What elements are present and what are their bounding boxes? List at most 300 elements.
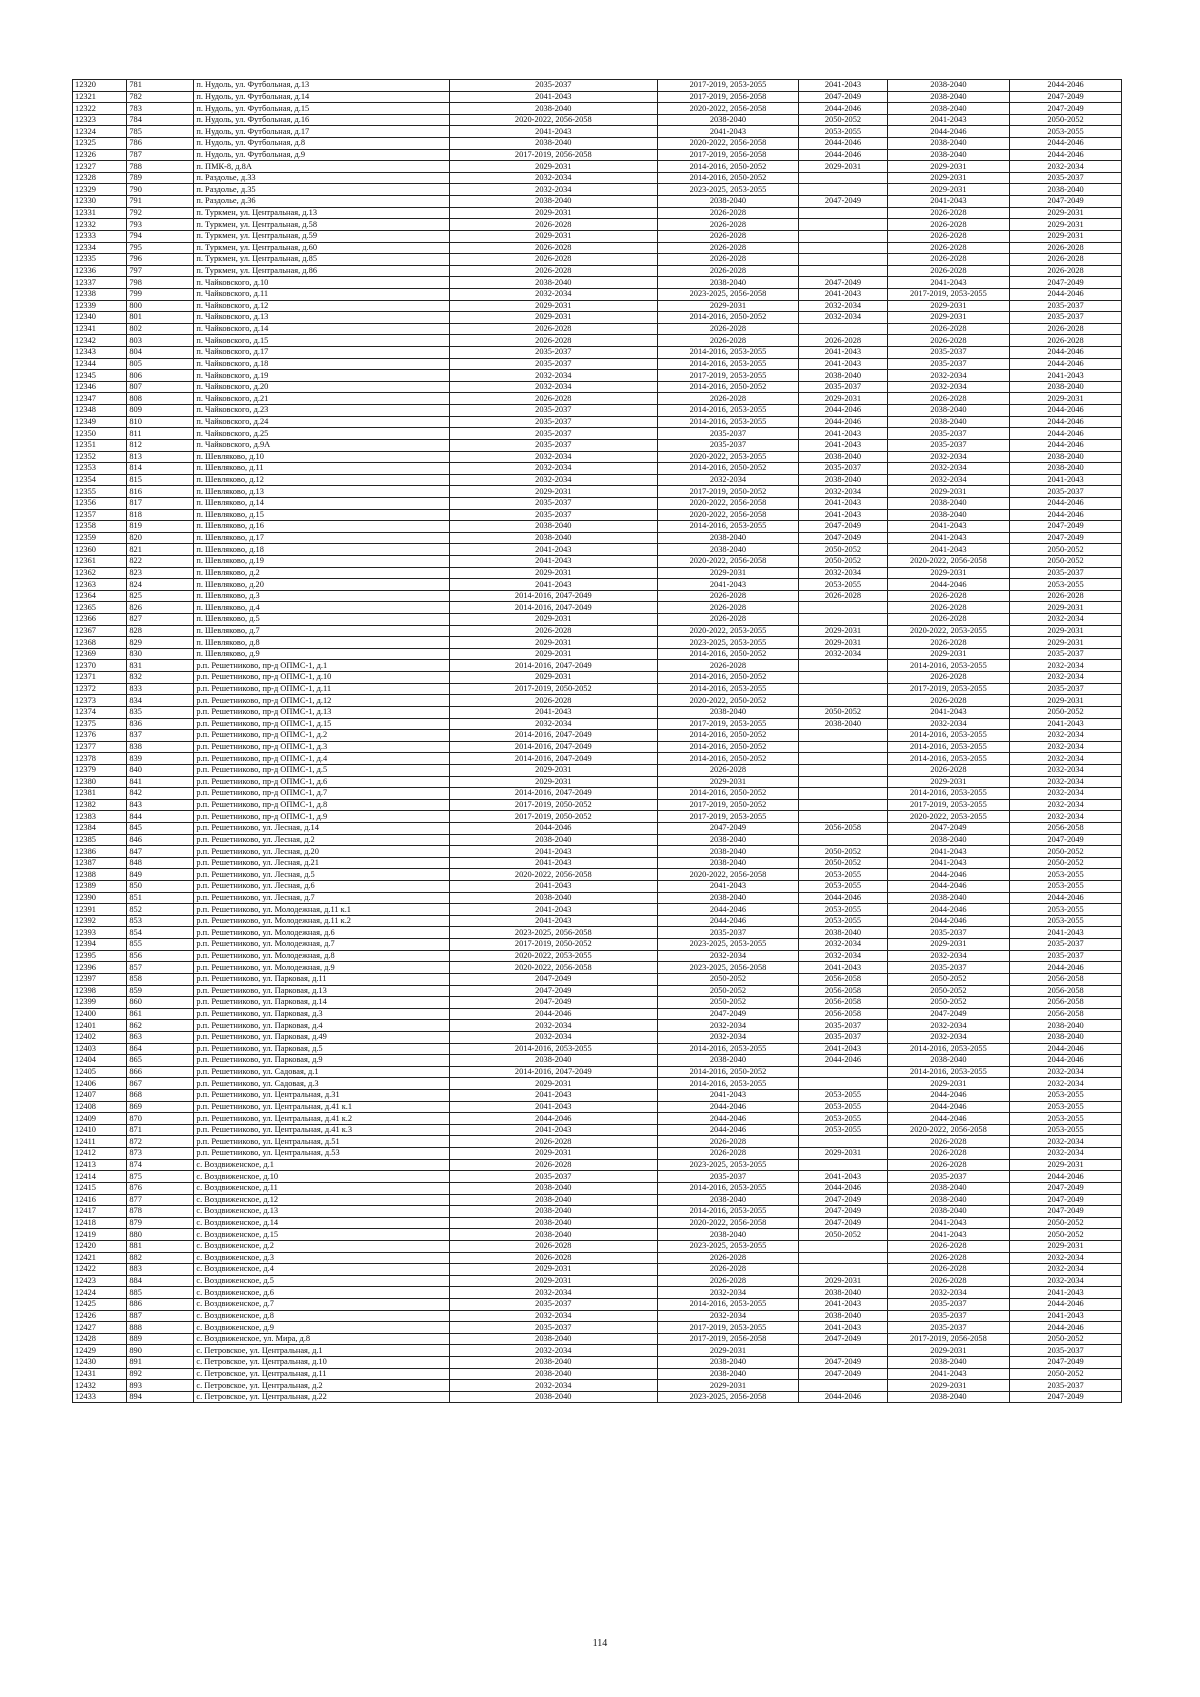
table-cell: п. Чайковского, д.11 (194, 288, 450, 300)
table-cell (799, 172, 887, 184)
table-cell: 2050-2052 (1010, 544, 1122, 556)
table-cell (799, 753, 887, 765)
table-cell: 12352 (73, 451, 127, 463)
table-cell (799, 602, 887, 614)
table-cell: 2035-2037 (887, 927, 1009, 939)
table-cell: 2029-2031 (799, 1275, 887, 1287)
table-cell (799, 1078, 887, 1090)
table-cell: 12400 (73, 1008, 127, 1020)
table-cell: 2044-2046 (1010, 80, 1122, 92)
table-cell: 2035-2037 (1010, 683, 1122, 695)
table-cell: р.п. Решетниково, ул. Парковая, д.4 (194, 1020, 450, 1032)
table-row (73, 288, 1122, 300)
table-cell: 2026-2028 (887, 637, 1009, 649)
table-cell: 785 (127, 126, 194, 138)
table-cell: 12363 (73, 579, 127, 591)
table-cell: 834 (127, 695, 194, 707)
table-cell: 12431 (73, 1368, 127, 1380)
table-cell: 2014-2016, 2053-2055 (657, 1043, 799, 1055)
table-cell: 876 (127, 1182, 194, 1194)
table-cell: 2047-2049 (799, 1357, 887, 1369)
table-cell: 792 (127, 207, 194, 219)
table-cell: 2029-2031 (1010, 1159, 1122, 1171)
table-cell: 2026-2028 (657, 1264, 799, 1276)
table-cell: р.п. Решетниково, пр-д ОПМС-1, д.10 (194, 672, 450, 684)
table-cell: 855 (127, 939, 194, 951)
table-cell: 12392 (73, 915, 127, 927)
table-cell: 801 (127, 312, 194, 324)
table-cell: 2041-2043 (449, 846, 657, 858)
table-cell: п. Шевляково, д.14 (194, 497, 450, 509)
table-cell: 12385 (73, 834, 127, 846)
table-cell: 2032-2034 (1010, 1066, 1122, 1078)
table-cell: 2038-2040 (1010, 451, 1122, 463)
table-cell: р.п. Решетниково, ул. Центральная, д.41 к.1 (194, 1101, 450, 1113)
table-cell: 2014-2016, 2053-2055 (449, 1043, 657, 1055)
table-cell: 2041-2043 (1010, 927, 1122, 939)
table-cell: 2017-2019, 2053-2055 (657, 80, 799, 92)
table-cell: 850 (127, 881, 194, 893)
table-cell: 12429 (73, 1345, 127, 1357)
table-row (73, 474, 1122, 486)
table-cell: п. Чайковского, д.17 (194, 347, 450, 359)
table-cell: 2056-2058 (799, 1008, 887, 1020)
table-cell: 2026-2028 (887, 1264, 1009, 1276)
table-cell (799, 1252, 887, 1264)
table-cell: 12428 (73, 1333, 127, 1345)
table-cell: 2038-2040 (657, 1368, 799, 1380)
table-cell: 12390 (73, 892, 127, 904)
table-cell: 2029-2031 (449, 230, 657, 242)
table-cell: 2032-2034 (799, 567, 887, 579)
table-cell: 2029-2031 (887, 172, 1009, 184)
table-cell: 2041-2043 (799, 1043, 887, 1055)
table-cell: 2041-2043 (887, 277, 1009, 289)
table-cell: 2044-2046 (1010, 497, 1122, 509)
table-cell: 12343 (73, 347, 127, 359)
table-cell: п. Чайковского, д.20 (194, 381, 450, 393)
table-cell: 845 (127, 823, 194, 835)
table-cell: р.п. Решетниково, ул. Молодежная, д.11 к.1 (194, 904, 450, 916)
table-cell: 891 (127, 1357, 194, 1369)
table-cell: 2053-2055 (799, 881, 887, 893)
table-cell: 860 (127, 997, 194, 1009)
table-cell: 2029-2031 (449, 764, 657, 776)
table-row (73, 637, 1122, 649)
table-cell: 811 (127, 428, 194, 440)
table-cell: 2035-2037 (1010, 939, 1122, 951)
table-cell: 2032-2034 (449, 370, 657, 382)
table-cell: 2020-2022, 2056-2058 (657, 497, 799, 509)
table-cell: 12326 (73, 149, 127, 161)
table-cell: 2041-2043 (887, 857, 1009, 869)
table-cell: 2014-2016, 2047-2049 (449, 590, 657, 602)
table-cell: 2053-2055 (1010, 1101, 1122, 1113)
table-row (73, 683, 1122, 695)
table-cell: 2026-2028 (657, 242, 799, 254)
table-cell: 2041-2043 (887, 196, 1009, 208)
table-cell: 12395 (73, 950, 127, 962)
table-cell: 2047-2049 (1010, 1182, 1122, 1194)
table-row (73, 962, 1122, 974)
table-cell: п. Нудоль, ул. Футбольная, д.13 (194, 80, 450, 92)
table-row (73, 869, 1122, 881)
table-cell: 2053-2055 (1010, 1124, 1122, 1136)
table-cell: 12406 (73, 1078, 127, 1090)
table-cell: 2038-2040 (657, 1229, 799, 1241)
table-cell: п. Раздолье, д.35 (194, 184, 450, 196)
table-row (73, 1090, 1122, 1102)
table-cell: 2026-2028 (887, 672, 1009, 684)
table-row (73, 172, 1122, 184)
table-cell: 12420 (73, 1240, 127, 1252)
table-cell: 2020-2022, 2053-2055 (887, 625, 1009, 637)
page-number: 114 (592, 1638, 608, 1649)
table-cell: 2038-2040 (799, 927, 887, 939)
table-cell: 12382 (73, 799, 127, 811)
table-row (73, 1275, 1122, 1287)
table-cell: 2032-2034 (657, 474, 799, 486)
table-cell: 2056-2058 (799, 823, 887, 835)
table-cell: 2026-2028 (657, 1275, 799, 1287)
table-cell: 872 (127, 1136, 194, 1148)
table-row (73, 730, 1122, 742)
table-cell: 2038-2040 (887, 1391, 1009, 1403)
table-cell: 2041-2043 (799, 1298, 887, 1310)
table-cell: 2041-2043 (449, 857, 657, 869)
table-cell: п. Туркмен, ул. Центральная, д.58 (194, 219, 450, 231)
table-cell: 818 (127, 509, 194, 521)
table-cell: 2014-2016, 2053-2055 (887, 1066, 1009, 1078)
table-row (73, 521, 1122, 533)
table-cell: 2041-2043 (1010, 718, 1122, 730)
table-cell: 2038-2040 (1010, 1031, 1122, 1043)
table-cell: 12372 (73, 683, 127, 695)
table-cell: 2047-2049 (1010, 1206, 1122, 1218)
table-cell: 2038-2040 (449, 1182, 657, 1194)
table-cell: 886 (127, 1298, 194, 1310)
table-cell: 12320 (73, 80, 127, 92)
table-cell: п. Шевляково, д.10 (194, 451, 450, 463)
table-cell: 2038-2040 (449, 1055, 657, 1067)
table-cell: 2026-2028 (887, 764, 1009, 776)
table-cell: 2026-2028 (887, 1159, 1009, 1171)
table-cell: 12419 (73, 1229, 127, 1241)
table-cell: 2032-2034 (449, 1345, 657, 1357)
table-cell: с. Воздвиженское, д.5 (194, 1275, 450, 1287)
table-cell: 2050-2052 (887, 985, 1009, 997)
table-cell: 12362 (73, 567, 127, 579)
table-row (73, 1345, 1122, 1357)
table-cell: 2038-2040 (887, 405, 1009, 417)
table-row (73, 706, 1122, 718)
table-cell: 2032-2034 (1010, 776, 1122, 788)
table-cell: 2017-2019, 2053-2055 (657, 370, 799, 382)
table-row (73, 857, 1122, 869)
table-cell: 2056-2058 (1010, 973, 1122, 985)
table-cell: 2038-2040 (449, 521, 657, 533)
table-cell: 874 (127, 1159, 194, 1171)
table-cell: 2047-2049 (799, 196, 887, 208)
table-cell: 2026-2028 (887, 602, 1009, 614)
table-cell: 835 (127, 706, 194, 718)
table-cell: 2044-2046 (799, 138, 887, 150)
table-cell: с. Воздвиженское, д.12 (194, 1194, 450, 1206)
table-cell: р.п. Решетниково, ул. Лесная, д.2 (194, 834, 450, 846)
table-cell: 819 (127, 521, 194, 533)
table-cell: 2047-2049 (449, 997, 657, 1009)
table-row (73, 219, 1122, 231)
table-cell: 2047-2049 (657, 823, 799, 835)
table-cell: 2029-2031 (887, 1345, 1009, 1357)
table-cell: 2014-2016, 2050-2052 (657, 788, 799, 800)
table-cell: 2038-2040 (887, 138, 1009, 150)
table-row (73, 312, 1122, 324)
table-cell: р.п. Решетниково, ул. Лесная, д.21 (194, 857, 450, 869)
table-cell: 2026-2028 (449, 323, 657, 335)
table-row (73, 1031, 1122, 1043)
table-cell: 814 (127, 463, 194, 475)
table-cell: 2032-2034 (449, 1031, 657, 1043)
table-cell: 12409 (73, 1113, 127, 1125)
table-cell: 809 (127, 405, 194, 417)
table-cell: 12432 (73, 1380, 127, 1392)
table-cell (799, 660, 887, 672)
table-cell: 2044-2046 (887, 126, 1009, 138)
table-row (73, 254, 1122, 266)
table-cell: 2026-2028 (657, 230, 799, 242)
table-cell: 2032-2034 (449, 184, 657, 196)
table-cell: 12415 (73, 1182, 127, 1194)
table-cell: 2041-2043 (887, 532, 1009, 544)
table-cell: 2014-2016, 2053-2055 (657, 683, 799, 695)
table-cell: 2029-2031 (799, 625, 887, 637)
table-cell: 2026-2028 (1010, 242, 1122, 254)
table-cell: 2041-2043 (799, 497, 887, 509)
table-cell: 2032-2034 (1010, 1136, 1122, 1148)
table-cell: 2038-2040 (449, 1229, 657, 1241)
table-cell: 2038-2040 (657, 834, 799, 846)
table-cell: 12427 (73, 1322, 127, 1334)
table-cell: 2041-2043 (887, 544, 1009, 556)
table-cell: 2047-2049 (1010, 277, 1122, 289)
table-row (73, 277, 1122, 289)
table-cell: 799 (127, 288, 194, 300)
table-cell: 2032-2034 (449, 1020, 657, 1032)
table-cell: 828 (127, 625, 194, 637)
table-cell: 2020-2022, 2056-2058 (657, 869, 799, 881)
table-cell: 12433 (73, 1391, 127, 1403)
table-cell: р.п. Решетниково, пр-д ОПМС-1, д.13 (194, 706, 450, 718)
table-row (73, 405, 1122, 417)
table-cell: 2041-2043 (887, 1217, 1009, 1229)
table-cell: п. Шевляково, д.3 (194, 590, 450, 602)
table-row (73, 881, 1122, 893)
table-cell: 2038-2040 (799, 370, 887, 382)
table-row (73, 80, 1122, 92)
table-row (73, 741, 1122, 753)
table-cell: 2026-2028 (657, 590, 799, 602)
table-cell: 12398 (73, 985, 127, 997)
table-cell: 2017-2019, 2053-2055 (657, 811, 799, 823)
table-cell: 2053-2055 (1010, 1090, 1122, 1102)
table-cell: 12374 (73, 706, 127, 718)
table-cell: 865 (127, 1055, 194, 1067)
table-cell: 893 (127, 1380, 194, 1392)
table-cell: 2032-2034 (1010, 788, 1122, 800)
table-cell: р.п. Решетниково, пр-д ОПМС-1, д.9 (194, 811, 450, 823)
table-cell: 2026-2028 (1010, 265, 1122, 277)
table-cell: 2026-2028 (449, 393, 657, 405)
table-cell: р.п. Решетниково, пр-д ОПМС-1, д.6 (194, 776, 450, 788)
table-cell: 2038-2040 (449, 532, 657, 544)
schedule-table (72, 79, 1122, 1403)
table-cell: 2050-2052 (657, 997, 799, 1009)
table-cell: 12381 (73, 788, 127, 800)
table-cell: 2038-2040 (657, 1055, 799, 1067)
table-row (73, 1043, 1122, 1055)
table-cell: 2056-2058 (1010, 997, 1122, 1009)
table-cell: 2038-2040 (887, 834, 1009, 846)
table-cell: 803 (127, 335, 194, 347)
table-cell: 2044-2046 (887, 1101, 1009, 1113)
table-row (73, 695, 1122, 707)
table-cell: 2032-2034 (449, 172, 657, 184)
table-cell: 838 (127, 741, 194, 753)
table-cell: р.п. Решетниково, ул. Парковая, д.49 (194, 1031, 450, 1043)
table-cell: 837 (127, 730, 194, 742)
table-cell: 2056-2058 (799, 973, 887, 985)
table-cell: 2047-2049 (1010, 103, 1122, 115)
table-cell: 2044-2046 (1010, 428, 1122, 440)
table-row (73, 1182, 1122, 1194)
table-cell: 12323 (73, 114, 127, 126)
table-cell: 2053-2055 (799, 915, 887, 927)
table-cell: 2050-2052 (1010, 1368, 1122, 1380)
table-cell: 2014-2016, 2053-2055 (657, 416, 799, 428)
table-cell: 2032-2034 (449, 1287, 657, 1299)
table-cell: с. Воздвиженское, ул. Мира, д.8 (194, 1333, 450, 1345)
table-cell: 2029-2031 (1010, 637, 1122, 649)
table-cell: с. Воздвиженское, д.9 (194, 1322, 450, 1334)
table-cell: 2041-2043 (449, 91, 657, 103)
table-cell: 2029-2031 (657, 567, 799, 579)
table-cell: 2038-2040 (449, 196, 657, 208)
table-cell: 12359 (73, 532, 127, 544)
table-cell: 2020-2022, 2056-2058 (449, 962, 657, 974)
table-cell: 2044-2046 (799, 149, 887, 161)
table-cell: 2047-2049 (1010, 521, 1122, 533)
table-cell: 867 (127, 1078, 194, 1090)
table-cell: 2020-2022, 2050-2052 (657, 695, 799, 707)
table-cell: 882 (127, 1252, 194, 1264)
table-cell: 2026-2028 (657, 764, 799, 776)
table-cell: 2026-2028 (657, 660, 799, 672)
table-row (73, 625, 1122, 637)
table-cell: 2017-2019, 2056-2058 (449, 149, 657, 161)
table-cell: 2029-2031 (887, 776, 1009, 788)
table-cell: 2026-2028 (657, 1252, 799, 1264)
table-cell: 832 (127, 672, 194, 684)
table-cell: 2053-2055 (799, 1124, 887, 1136)
table-cell: с. Воздвиженское, д.13 (194, 1206, 450, 1218)
table-cell: 2053-2055 (1010, 904, 1122, 916)
table-cell: 864 (127, 1043, 194, 1055)
table-cell: 2041-2043 (799, 347, 887, 359)
table-cell: 2044-2046 (657, 1113, 799, 1125)
table-cell: 2014-2016, 2050-2052 (657, 741, 799, 753)
table-cell: 2035-2037 (887, 1322, 1009, 1334)
table-cell: 791 (127, 196, 194, 208)
table-cell: 12404 (73, 1055, 127, 1067)
table-cell: 2029-2031 (887, 300, 1009, 312)
table-cell: 2038-2040 (799, 474, 887, 486)
table-cell (799, 614, 887, 626)
table-cell: 2032-2034 (1010, 730, 1122, 742)
table-row (73, 486, 1122, 498)
table-row (73, 1298, 1122, 1310)
table-cell: 12358 (73, 521, 127, 533)
table-row (73, 126, 1122, 138)
table-cell: 12332 (73, 219, 127, 231)
table-cell: п. Чайковского, д.14 (194, 323, 450, 335)
table-cell: 2023-2025, 2056-2058 (657, 288, 799, 300)
table-cell: 12325 (73, 138, 127, 150)
table-row (73, 497, 1122, 509)
table-cell: 2026-2028 (449, 335, 657, 347)
table-cell: 870 (127, 1113, 194, 1125)
table-cell: 2029-2031 (657, 1345, 799, 1357)
table-cell: 879 (127, 1217, 194, 1229)
table-cell: 2038-2040 (449, 1368, 657, 1380)
table-cell: 2017-2019, 2050-2052 (449, 811, 657, 823)
table-cell: 2035-2037 (799, 381, 887, 393)
table-cell: 2050-2052 (887, 997, 1009, 1009)
table-row (73, 161, 1122, 173)
table-cell: 12425 (73, 1298, 127, 1310)
table-cell: 2050-2052 (657, 973, 799, 985)
table-cell: 2041-2043 (1010, 474, 1122, 486)
table-cell: 2017-2019, 2056-2058 (657, 91, 799, 103)
table-row (73, 1136, 1122, 1148)
table-row (73, 381, 1122, 393)
table-row (73, 1287, 1122, 1299)
table-cell: 789 (127, 172, 194, 184)
table-cell: 2026-2028 (887, 230, 1009, 242)
table-cell: 2035-2037 (1010, 648, 1122, 660)
table-cell: 783 (127, 103, 194, 115)
table-row (73, 196, 1122, 208)
table-cell: 890 (127, 1345, 194, 1357)
table-cell: 12324 (73, 126, 127, 138)
table-cell: 817 (127, 497, 194, 509)
table-cell: 12401 (73, 1020, 127, 1032)
table-cell: 2035-2037 (799, 1020, 887, 1032)
table-cell: 2041-2043 (887, 521, 1009, 533)
table-cell (799, 1066, 887, 1078)
table-cell: п. Чайковского, д.24 (194, 416, 450, 428)
table-row (73, 416, 1122, 428)
table-cell: 2041-2043 (657, 881, 799, 893)
table-cell: р.п. Решетниково, ул. Парковая, д.9 (194, 1055, 450, 1067)
table-row (73, 672, 1122, 684)
table-cell: 2050-2052 (1010, 1333, 1122, 1345)
table-cell: п. Туркмен, ул. Центральная, д.86 (194, 265, 450, 277)
table-cell: 2029-2031 (1010, 625, 1122, 637)
table-row (73, 265, 1122, 277)
table-cell: 2041-2043 (449, 1124, 657, 1136)
table-cell (799, 695, 887, 707)
